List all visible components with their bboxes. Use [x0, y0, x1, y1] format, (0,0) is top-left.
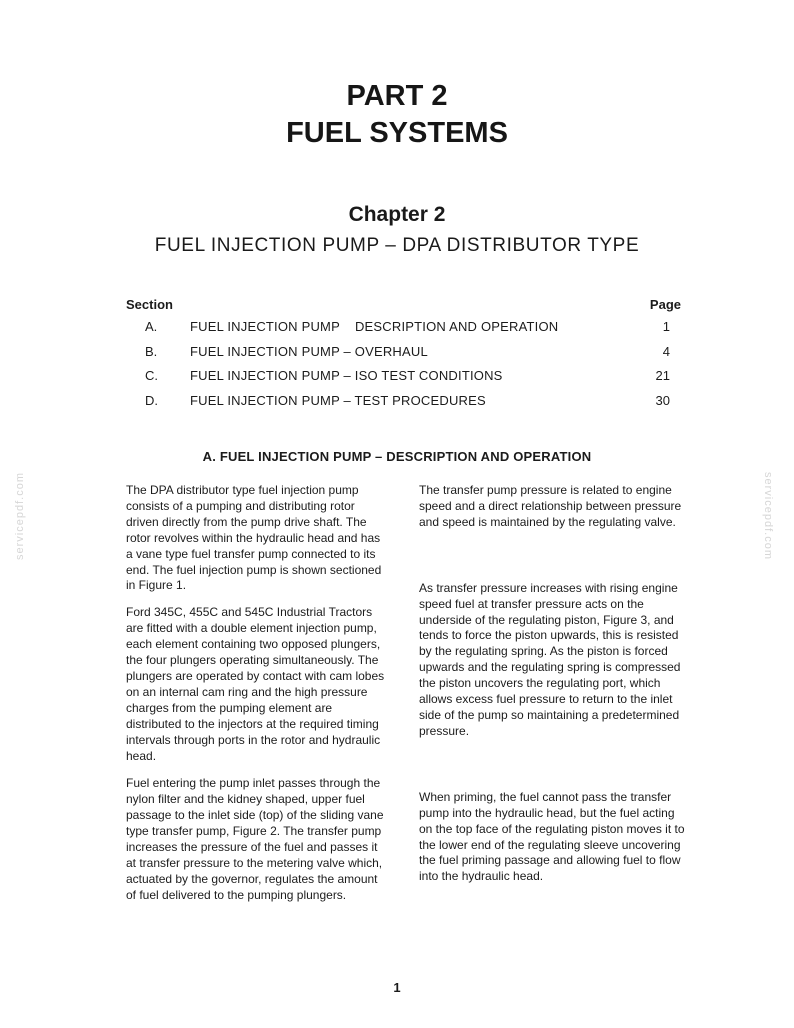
toc-row-page: 4 [662, 343, 670, 359]
toc-row-letter: A. [145, 319, 158, 334]
part-name: FUEL SYSTEMS [286, 117, 508, 149]
part-number: PART 2 [346, 80, 448, 112]
toc-row [126, 368, 686, 393]
left-column [126, 483, 389, 904]
paragraph: The DPA distributor type fuel injection pump consists of a pumping and distributing rotor driven directly from the pump drive shaft. The rotor revolves within the hydraulic head and has a vane type fuel transfer pump connected to its end. The fuel injection pump is shown sectioned in Figure 1. [126, 483, 382, 593]
section-heading: A. FUEL INJECTION PUMP – DESCRIPTION AND OPERATION [202, 449, 592, 464]
toc-page-label: Page [649, 297, 681, 312]
toc-row-page: 21 [655, 368, 670, 383]
chapter-title: Chapter 2 [348, 203, 446, 226]
part-title [0, 78, 794, 152]
toc-row-page: 30 [655, 392, 670, 408]
toc-row-title: FUEL INJECTION PUMP – TEST PROCEDURES [190, 392, 486, 408]
table-of-contents [126, 297, 686, 417]
watermark-right: servicepdf.com [761, 472, 774, 560]
paragraph: When priming, the fuel cannot pass the transfer pump into the hydraulic head, but the fuel acting on the top face of the regulating piston moves it to the lower end of the regulating sleeve uncovering the fuel priming passage and allowing fuel to flow into the hydraulic head. [419, 789, 685, 884]
watermark-left: servicepdf.com [13, 472, 26, 560]
toc-row-letter: B. [145, 343, 158, 359]
toc-row-title: FUEL INJECTION PUMP DESCRIPTION AND OPERATION [190, 319, 559, 334]
paragraph: Fuel entering the pump inlet passes through the nylon filter and the kidney shaped, upper fuel passage to the inlet side (top) of the sliding vane type transfer pump, Figure 2. The transfer pump increases the pressure of the fuel and passes it at transfer pressure to the metering valve which, actuated by the governor, regulates the amount of fuel delivered to the pumping plungers. [126, 776, 384, 902]
toc-row [126, 319, 686, 344]
paragraph: The transfer pump pressure is related to engine speed and a direct relationship between pressure and speed is maintained by the regulating valve. [419, 483, 682, 529]
toc-header [126, 297, 686, 319]
toc-row-letter: D. [145, 392, 158, 408]
toc-row [126, 393, 686, 418]
toc-row-page: 1 [662, 319, 670, 334]
toc-row-title: FUEL INJECTION PUMP – ISO TEST CONDITIONS [190, 368, 503, 383]
toc-row-letter: C. [145, 368, 158, 383]
toc-row [126, 344, 686, 369]
paragraph: As transfer pressure increases with rising engine speed fuel at transfer pressure acts on the underside of the regulating piston, Figure 3, and tends to force the piston upwards, this is resisted by the regulating spring. As the piston is forced upwards and the regulating spring is compressed the piston uncovers the regulating port, which allows excess fuel pressure to return to the inlet side of the pump so maintaining a predetermined pressure. [419, 580, 681, 738]
chapter-subtitle: FUEL INJECTION PUMP – DPA DISTRIBUTOR TYPE [154, 235, 640, 256]
page-number: 1 [393, 980, 401, 995]
paragraph: Ford 345C, 455C and 545C Industrial Tractors are fitted with a double element injection pump, each element containing two opposed plungers, the four plungers operating simultaneously. The plungers are operated by contact with cam lobes on an internal cam ring and the high pressure charges from the pumping element are distributed to the injectors at the required timing intervals through ports in the rotor and hydraulic head. [126, 605, 385, 763]
toc-section-label: Section [126, 297, 173, 312]
toc-row-title: FUEL INJECTION PUMP – OVERHAUL [190, 343, 428, 359]
right-column [419, 483, 685, 885]
